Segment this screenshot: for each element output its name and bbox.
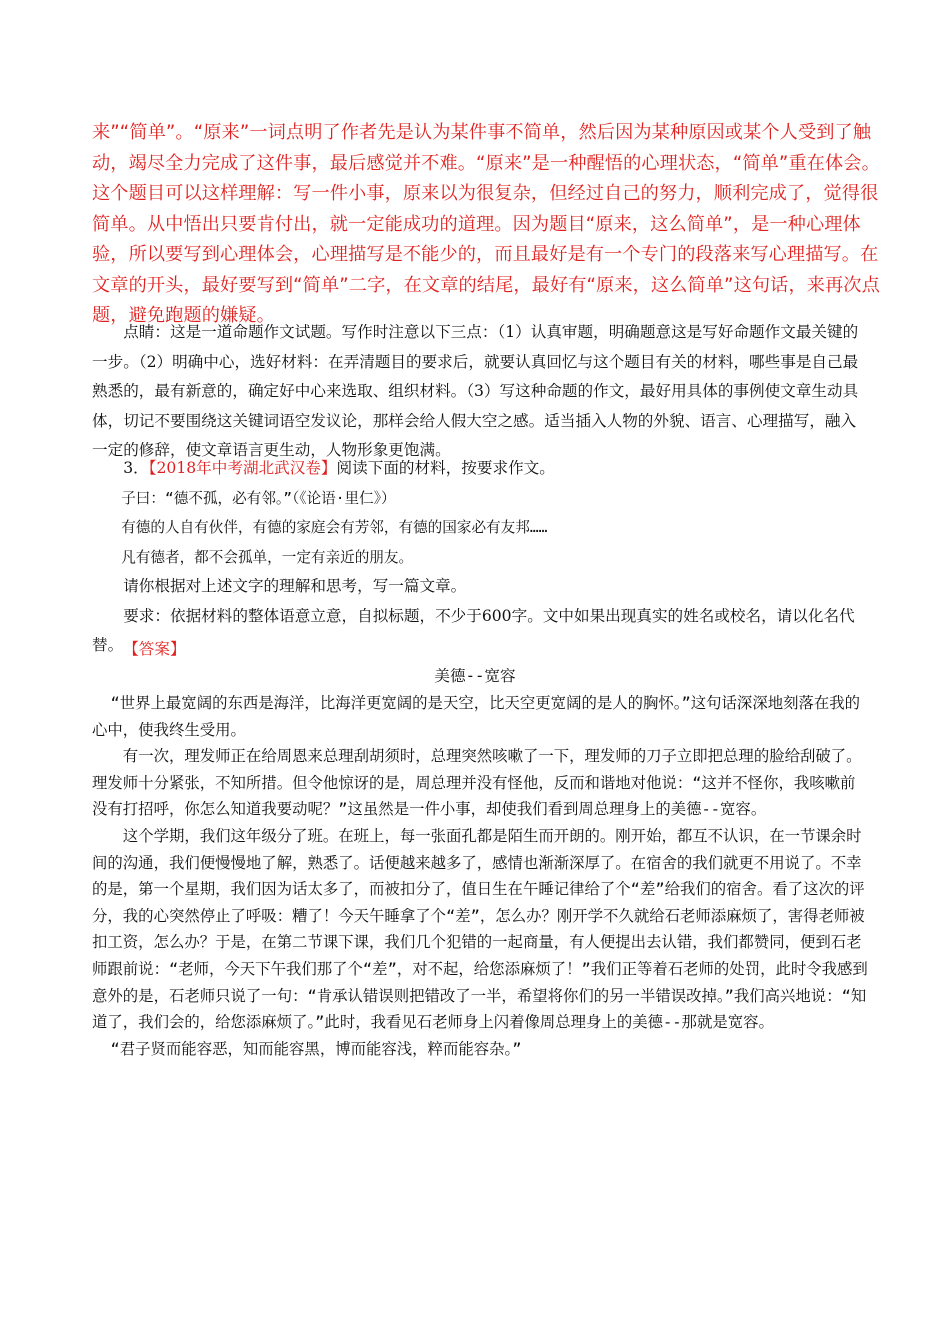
question-number: 3． [123,459,149,477]
essay-body [92,690,868,1062]
tips-paragraph: 点睛：这是一道命题作文试题。写作时注意以下三点：（1）认真审题，明确题意这是写好命题作文最关键的一步。（2）明确中心，选好材料：在弄清题目的要求后，就要认真回忆与这个题目有关的材料，哪些事是自己最熟悉的，最有新意的，确定好中心来选取、组织材料。（3）写这种命题的作文，最好用具体的事例使文章生动具体，切记不要围绕这关键词语空发议论，那样会给人假大空之感。适当插入人物的外貌、语言、心理描写，融入一定的修辞，使文章语言更生动，人物形象更饱满。 [92,323,859,459]
essay-title: 美德--宽容 [434,667,516,685]
material-line-1: 子曰：“德不孤，必有邻。”（《论语·里仁》） [121,489,396,507]
material-line-3: 凡有德者，都不会孤单，一定有亲近的朋友。 [121,548,414,566]
answer-tag-block [92,636,868,662]
tips-block [92,318,868,466]
essay-paragraph-4: “君子贤而能容恶，知而能容黑，博而能容浅，粹而能容杂。” [110,1039,522,1058]
essay-paragraph-2: 有一次，理发师正在给周恩来总理刮胡须时，总理突然咳嗽了一下，理发师的刀子立即把总理的脸给刮破了。理发师十分紧张，不知所措。但令他惊讶的是，周总理并没有怪他，反而和谐地对他说：“这并不怪你，我咳嗽前没有打招呼，你怎么知道我要动呢？”这虽然是一件小事，却使我们看到周总理身上的美德--宽容。 [92,747,862,819]
essay-paragraph-3: 这个学期，我们这年级分了班。在班上，每一张面孔都是陌生而开朗的。刚开始，都互不认识，在一节课余时间的沟通，我们便慢慢地了解，熟悉了。话便越来越多了，感情也渐渐深厚了。在宿舍的我们就更不用说了。不幸的是，第一个星期，我们因为话太多了，而被扣分了，值日生在午睡记律给了个“差”给我们的宿舍。看了这次的评分，我的心突然停止了呼吸：糟了！今天午睡拿了个“差”，怎么办？刚开学不久就给石老师添麻烦了，害得老师被扣工资，怎么办？于是，在第二节课下课，我们几个犯错的一起商量，有人便提出去认错，我们都赞同，便到石老师跟前说：“老师，今天下午我们那了个“差”，对不起，给您添麻烦了！”我们正等着石老师的处罚，此时令我感到意外的是，石老师只说了一句：“肯承认错误则把错改了一半，希望将你们的另一半错误改掉。”我们高兴地说：“知道了，我们会的，给您添麻烦了。”此时，我看见石老师身上闪着像周总理身上的美德--那就是宽容。 [92,826,868,1032]
question-heading [92,454,868,484]
analysis-block [92,118,882,332]
instruction-line: 请你根据对上述文字的理解和思考，写一篇文章。 [123,577,467,595]
question-prompt: 阅读下面的材料，按要求作文。 [336,459,555,477]
analysis-paragraph: 来”“简单”。“原来”一词点明了作者先是认为某件事不简单，然后因为某种原因或某个人受到了触动，竭尽全力完成了这件事，最后感觉并不难。“原来”是一种醒悟的心理状态，“简单”重在体会。这个题目可以这样理解：写一件小事，原来以为很复杂，但经过自己的努力，顺利完成了，觉得很简单。从中悟出只要肯付出，就一定能成功的道理。因为题目“原来，这么简单”，是一种心理体验，所以要写到心理体会，心理描写是不能少的，而且最好是有一个专门的段落来写心理描写。在文章的开头，最好要写到“简单”二字，在文章的结尾，最好有“原来，这么简单”这句话，来再次点题，避免跑题的嫌疑。 [92,122,880,326]
answer-tag: 【答案】 [123,640,186,658]
question-source: 【2018年中考湖北武汉卷】 [148,459,337,477]
material-line-2: 有德的人自有伙伴，有德的家庭会有芳邻，有德的国家必有友邦…… [121,519,548,536]
requirement-line: 要求：依据材料的整体语意立意，自拟标题，不少于600字。文中如果出现真实的姓名或校名，请以化名代替。 [92,606,855,654]
essay-paragraph-1: “世界上最宽阔的东西是海洋，比海洋更宽阔的是天空，比天空更宽阔的是人的胸怀。”这句话深深地刻落在我的心中，使我终生受用。 [92,694,861,739]
question-3 [92,454,868,661]
